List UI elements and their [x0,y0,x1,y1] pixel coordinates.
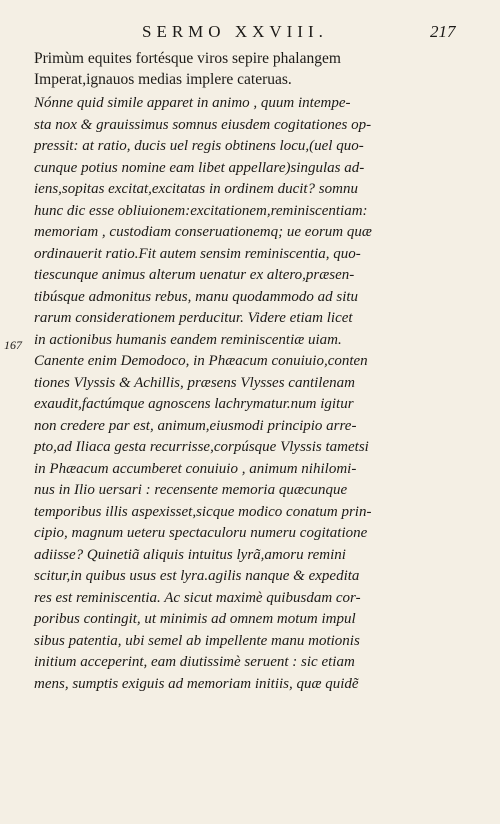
text-line: sibus patentia, ubi semel ab impellente manu motionis [34,632,360,649]
body-text [34,93,474,695]
text-line: cipio, magnum ueteru spectaculoru numeru cogitatione [34,525,368,541]
running-title: SERMO XXVIII. [142,22,328,41]
text-line: memoriam , custodiam conseruationemq; ue eorum quæ [34,224,372,240]
text-line: rarum considerationem perducitur. Videre etiam licet [34,310,353,326]
text-line: in actionibus humanis eandem reminiscentiæ uiam. [34,331,342,348]
text-line: nus in Ilio uersari : recensente memoria quæcunque [34,482,348,498]
text-line: Canente enim Demodoco, in Phæacum conuiuio,conten [34,353,368,369]
text-line: non credere par est, animum,eiusmodi principio arre- [34,417,357,434]
margin-note: 167 [4,338,22,352]
text-line: temporibus illis aspexisset,sicque modico conatum prin- [34,503,372,520]
verse-quotation [34,48,474,90]
text-line: mens, sumptis exiguis ad memoriam initiis, quæ quidẽ [34,675,359,692]
text-line: tiescunque animus alterum uenatur ex altero,præsen- [34,267,355,283]
text-line: scitur,in quibus usus est lyra.agilis nanque & expedita [34,568,360,584]
text-line: iens,sopitas excitat,excitatas in ordinem ducit? somnu [34,181,358,197]
text-line: res est reminiscentia. Ac sicut maximè quibusdam cor- [34,589,361,606]
verse-line: Imperat,ignauos medias implere cateruas. [34,71,292,88]
text-line: sta nox & grauissimus somnus eiusdem cogitationes op- [34,116,372,133]
text-line: poribus contingit, ut minimis ad omnem motum impul [34,611,356,627]
text-line: Nónne quid simile apparet in animo , quum intempe- [34,95,351,111]
text-line: pressit: at ratio, ducis uel regis obtinens locu,(uel quo- [34,138,364,154]
text-line: tiones Vlyssis & Achillis, præsens Vlysses cantilenam [34,374,355,391]
text-line: cunque potius nomine eam libet appellare)singulas ad- [34,159,365,176]
text-line: initium acceperint, eam diutissimè seruent : sic etiam [34,654,355,670]
text-line: exaudit,factúmque agnoscens lachrymatur.num igitur [34,396,354,412]
text-line: in Phæacum accumberet conuiuio , animum nihilomi- [34,460,357,477]
text-line: ordinauerit ratio.Fit autem sensim reminiscentia, quo- [34,245,361,262]
text-line: pto,ad Iliaca gesta recurrisse,corpúsque Vlyssis tametsi [34,439,369,455]
text-line: tibúsque admonitus rebus, manu quodammodo ad situ [34,288,359,305]
text-line: hunc dic esse obliuionem:excitationem,reminiscentiam: [34,202,368,219]
text-line: adiisse? Quinetiã aliquis intuitus lyrã,amoru remini [34,546,346,563]
verse-line: Primùm equites fortésque viros sepire phalangem [34,50,341,67]
page-number: 217 [430,22,456,41]
